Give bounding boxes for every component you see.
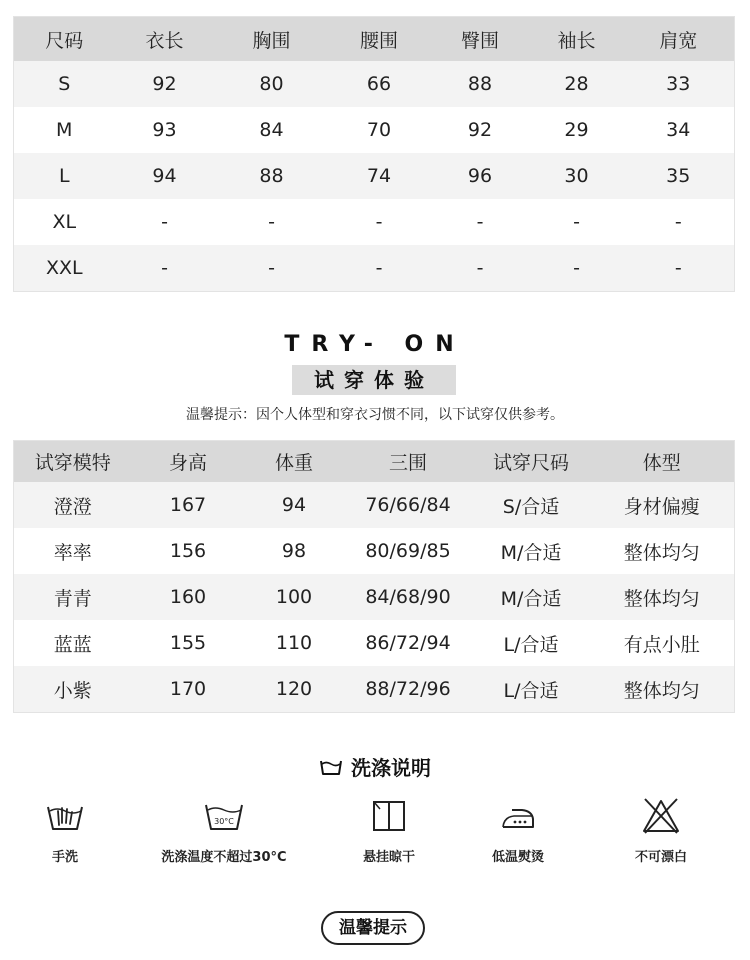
size-table-cell: 92 xyxy=(430,107,531,153)
size-table-cell: - xyxy=(531,245,623,292)
size-table-cell: 74 xyxy=(329,153,430,199)
table-row xyxy=(14,61,735,107)
hang-dry-icon xyxy=(314,796,464,836)
tryon-table-cell: 青青 xyxy=(14,574,132,620)
tryon-table-body xyxy=(14,482,735,713)
size-table-header-cell: 袖长 xyxy=(531,17,623,62)
size-table-cell: XL xyxy=(14,199,115,245)
size-table-cell: M xyxy=(14,107,115,153)
size-table-header-row xyxy=(14,17,735,62)
size-table-cell: 28 xyxy=(531,61,623,107)
tryon-table-cell: 有点小肚 xyxy=(590,620,735,666)
warm-tips-badge: 温馨提示 xyxy=(321,911,425,945)
cropped-top-text xyxy=(0,0,750,5)
size-table-cell: 88 xyxy=(430,61,531,107)
size-table-cell: - xyxy=(430,199,531,245)
tryon-table-header-cell: 试穿尺码 xyxy=(473,441,590,483)
size-table-header-cell: 肩宽 xyxy=(623,17,735,62)
care-label-hang-dry: 悬挂晾干 xyxy=(362,850,415,865)
tryon-table-cell: 94 xyxy=(245,482,344,528)
tryon-table-cell: 80/69/85 xyxy=(344,528,473,574)
size-table-header-cell: 衣长 xyxy=(115,17,215,62)
tryon-table-cell: L/合适 xyxy=(473,666,590,713)
table-row xyxy=(14,482,735,528)
table-row xyxy=(14,620,735,666)
tryon-tip-text: 温馨提示：因个人体型和穿衣习惯不同，以下试穿仅供参考。 xyxy=(186,407,564,423)
size-table-cell: - xyxy=(215,199,329,245)
tryon-table-header-row xyxy=(14,441,735,483)
size-table-cell: - xyxy=(623,199,735,245)
size-table-cell: S xyxy=(14,61,115,107)
care-item-hang-dry xyxy=(314,796,464,865)
care-item-low-iron xyxy=(443,796,593,865)
table-row xyxy=(14,199,735,245)
tryon-table-cell: 98 xyxy=(245,528,344,574)
table-row xyxy=(14,107,735,153)
size-table-cell: 30 xyxy=(531,153,623,199)
table-row xyxy=(14,153,735,199)
table-row xyxy=(14,666,735,713)
size-table-cell: 70 xyxy=(329,107,430,153)
size-table-cell: 84 xyxy=(215,107,329,153)
size-table-cell: 96 xyxy=(430,153,531,199)
tryon-table-cell: 156 xyxy=(132,528,245,574)
tryon-table-header-cell: 身高 xyxy=(132,441,245,483)
tryon-table-cell: L/合适 xyxy=(473,620,590,666)
tryon-table-cell: 84/68/90 xyxy=(344,574,473,620)
tryon-table-cell: M/合适 xyxy=(473,528,590,574)
tryon-table-cell: S/合适 xyxy=(473,482,590,528)
care-item-hand-wash xyxy=(0,796,140,865)
size-table-cell: - xyxy=(215,245,329,292)
tryon-table-cell: 率率 xyxy=(14,528,132,574)
wash-basin-icon xyxy=(319,757,343,777)
size-table-header-cell: 腰围 xyxy=(329,17,430,62)
tryon-table-header-cell: 三围 xyxy=(344,441,473,483)
tryon-table-cell: 小紫 xyxy=(14,666,132,713)
tryon-title-en: TRY- ON xyxy=(284,332,466,357)
size-table-header-cell: 尺码 xyxy=(14,17,115,62)
care-label-wash-30c: 洗涤温度不超过30°C xyxy=(161,850,287,865)
tryon-table-header-cell: 试穿模特 xyxy=(14,441,132,483)
low-iron-icon xyxy=(443,796,593,836)
tryon-table-cell: 170 xyxy=(132,666,245,713)
table-row xyxy=(14,245,735,292)
tryon-table-header-cell: 体重 xyxy=(245,441,344,483)
size-table-cell: 92 xyxy=(115,61,215,107)
table-row xyxy=(14,528,735,574)
size-table-cell: 66 xyxy=(329,61,430,107)
size-table-cell: - xyxy=(329,245,430,292)
wash-title xyxy=(0,752,750,781)
care-label-no-bleach: 不可漂白 xyxy=(634,850,687,865)
size-table-cell: - xyxy=(115,199,215,245)
size-table-cell: 34 xyxy=(623,107,735,153)
tryon-table-cell: 蓝蓝 xyxy=(14,620,132,666)
tryon-table-cell: 120 xyxy=(245,666,344,713)
tryon-table-cell: 整体均匀 xyxy=(590,528,735,574)
size-chart-table xyxy=(13,16,735,292)
tryon-table-cell: 身材偏瘦 xyxy=(590,482,735,528)
wash-30c-icon xyxy=(149,796,299,836)
tryon-table-cell: 76/66/84 xyxy=(344,482,473,528)
size-table-cell: - xyxy=(430,245,531,292)
size-table-header-cell: 胸围 xyxy=(215,17,329,62)
size-table-cell: 80 xyxy=(215,61,329,107)
size-table-cell: 33 xyxy=(623,61,735,107)
size-table-header-cell: 臀围 xyxy=(430,17,531,62)
size-table-cell: - xyxy=(531,199,623,245)
tryon-table-cell: 澄澄 xyxy=(14,482,132,528)
size-table-cell: L xyxy=(14,153,115,199)
size-table-cell: 88 xyxy=(215,153,329,199)
size-table-body xyxy=(14,61,735,292)
size-table-cell: 94 xyxy=(115,153,215,199)
wash-30c-icon-text: 30°C xyxy=(214,817,234,826)
tryon-table-cell: 88/72/96 xyxy=(344,666,473,713)
wash-title-text: 洗涤说明 xyxy=(351,756,431,780)
table-row xyxy=(14,574,735,620)
tryon-table-cell: M/合适 xyxy=(473,574,590,620)
size-table-cell: - xyxy=(329,199,430,245)
tryon-table-cell: 整体均匀 xyxy=(590,666,735,713)
hand-wash-icon xyxy=(0,796,140,836)
tryon-table-cell: 整体均匀 xyxy=(590,574,735,620)
tryon-title-cn: 试穿体验 xyxy=(292,365,456,395)
care-item-no-bleach xyxy=(586,796,736,865)
size-table-cell: - xyxy=(623,245,735,292)
size-table-cell: 35 xyxy=(623,153,735,199)
tryon-table-cell: 110 xyxy=(245,620,344,666)
tryon-table-cell: 155 xyxy=(132,620,245,666)
tryon-table xyxy=(13,440,735,713)
size-table-cell: 29 xyxy=(531,107,623,153)
size-table-cell: - xyxy=(115,245,215,292)
tryon-table-cell: 167 xyxy=(132,482,245,528)
tryon-table-cell: 100 xyxy=(245,574,344,620)
tryon-table-header-cell: 体型 xyxy=(590,441,735,483)
size-table-cell: XXL xyxy=(14,245,115,292)
tryon-table-cell: 160 xyxy=(132,574,245,620)
care-label-hand-wash: 手洗 xyxy=(51,850,78,865)
tryon-table-cell: 86/72/94 xyxy=(344,620,473,666)
care-label-low-iron: 低温熨烫 xyxy=(491,850,544,865)
size-table-cell: 93 xyxy=(115,107,215,153)
no-bleach-icon xyxy=(586,796,736,836)
care-item-wash-30c xyxy=(149,796,299,865)
